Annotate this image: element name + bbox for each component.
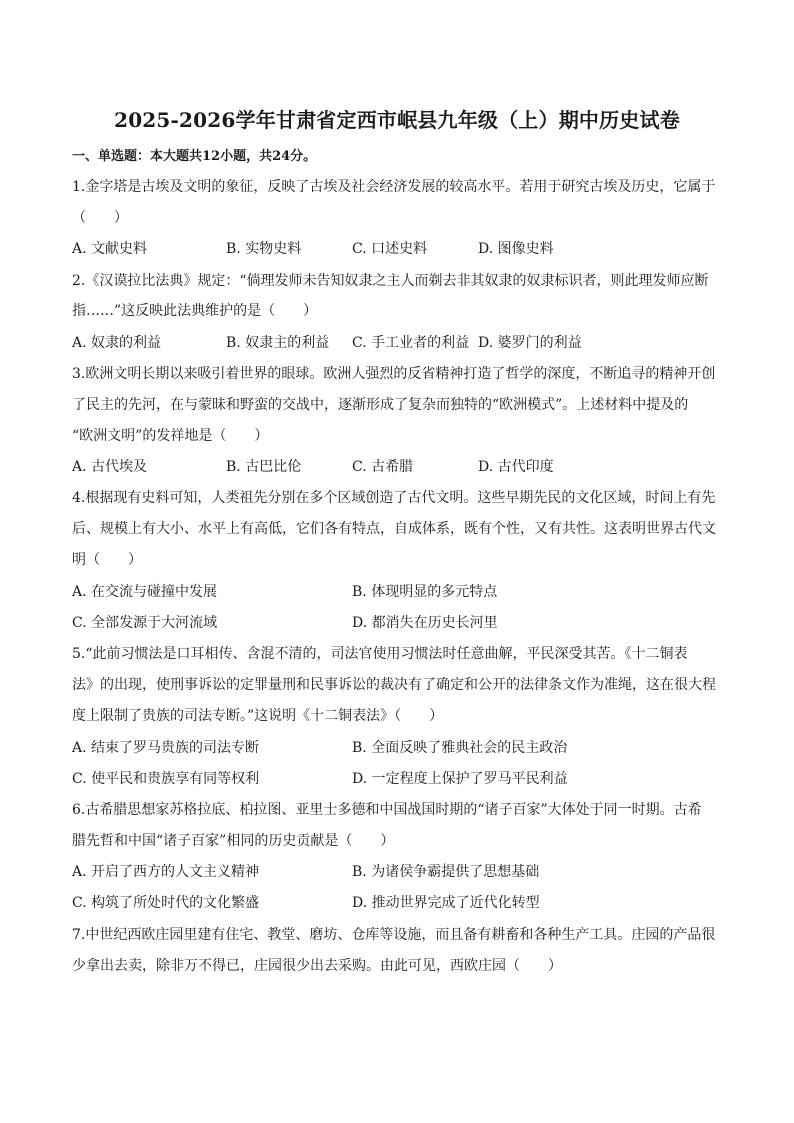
question-3-option-d: D. 古代印度 — [478, 459, 554, 475]
question-1-line-2: （ ） — [72, 210, 128, 226]
question-2-option-a: A. 奴隶的利益 — [72, 335, 162, 351]
question-3-option-c: C. 古希腊 — [352, 459, 414, 475]
question-6-option-d: D. 推动世界完成了近代化转型 — [352, 895, 540, 911]
question-2-option-c: C. 手工业者的利益 — [352, 335, 470, 351]
question-4-line-2: 后、规模上有大小、水平上有高低，它们各有特点，自成体系，既有个性，又有共性。这表明世界古代文 — [72, 521, 716, 537]
question-4-option-c: C. 全部发源于大河流域 — [72, 615, 218, 631]
question-2-option-b: B. 奴隶主的利益 — [226, 335, 330, 351]
question-6-line-2: 腊先哲和中国“诸子百家”相同的历史贡献是（ ） — [72, 833, 395, 849]
question-6-option-b: B. 为诸侯争霸提供了思想基础 — [352, 864, 540, 880]
question-7-line-2: 少拿出去卖，除非万不得已，庄园很少出去采购。由此可见，西欧庄园（ ） — [72, 958, 562, 974]
question-4-option-a: A. 在交流与碰撞中发展 — [72, 584, 218, 600]
question-3-option-a: A. 古代埃及 — [72, 459, 148, 475]
question-5-line-3: 度上限制了贵族的司法专断。”这说明《十二铜表法》（ ） — [72, 708, 444, 724]
question-4-option-b: B. 体现明显的多元特点 — [352, 584, 498, 600]
question-6-line-1: 6.古希腊思想家苏格拉底、柏拉图、亚里士多德和中国战国时期的“诸子百家”大体处于同一时期。古希 — [72, 802, 702, 818]
question-3-option-b: B. 古巴比伦 — [226, 459, 302, 475]
question-5-option-d: D. 一定程度上保护了罗马平民利益 — [352, 771, 568, 787]
question-5-line-2: 法》的出现，使刑事诉讼的定罪量刑和民事诉讼的裁决有了确定和公开的法律条文作为准绳，这在很大程 — [72, 677, 716, 693]
question-2-option-d: D. 婆罗门的利益 — [478, 335, 582, 351]
question-7-line-1: 7.中世纪西欧庄园里建有住宅、教堂、磨坊、仓库等设施，而且备有耕畜和各种生产工具。庄园的产品很 — [72, 927, 716, 943]
question-5-option-b: B. 全面反映了雅典社会的民主政治 — [352, 740, 568, 756]
question-5-line-1: 5.“此前习惯法是口耳相传、含混不清的，司法官使用习惯法时任意曲解，平民深受其苦。《十二铜表 — [72, 646, 688, 662]
question-5-option-c: C. 使平民和贵族享有同等权利 — [72, 771, 260, 787]
question-4-option-d: D. 都消失在历史长河里 — [352, 615, 498, 631]
question-1-option-c: C. 口述史料 — [352, 241, 428, 257]
question-1-option-b: B. 实物史料 — [226, 241, 302, 257]
exam-title: 2025-2026学年甘肃省定西市岷县九年级（上）期中历史试卷 — [114, 108, 680, 132]
question-2-line-1: 2.《汉谟拉比法典》规定：“倘理发师未告知奴隶之主人而剃去非其奴隶的奴隶标识者，则此理发师应断 — [72, 273, 709, 289]
question-4-line-3: 明（ ） — [72, 552, 142, 568]
section-heading: 一、单选题：本大题共12小题，共24分。 — [72, 149, 317, 164]
question-1-line-1: 1.金字塔是古埃及文明的象征，反映了古埃及社会经济发展的较高水平。若用于研究古埃及历史，它属于 — [72, 179, 716, 195]
question-2-line-2: 指……”这反映此法典维护的是（ ） — [72, 303, 318, 319]
question-3-line-1: 3.欧洲文明长期以来吸引着世界的眼球。欧洲人强烈的反省精神打造了哲学的深度，不断追寻的精神开创 — [72, 366, 716, 382]
question-3-line-3: “欧洲文明”的发祥地是（ ） — [72, 428, 269, 444]
question-1-option-a: A. 文献史料 — [72, 241, 148, 257]
question-5-option-a: A. 结束了罗马贵族的司法专断 — [72, 740, 260, 756]
question-3-line-2: 了民主的先河，在与蒙昧和野蛮的交战中，逐渐形成了复杂而独特的“欧洲模式”。上述材料中提及的 — [72, 397, 689, 413]
question-6-option-c: C. 构筑了所处时代的文化繁盛 — [72, 895, 260, 911]
question-6-option-a: A. 开启了西方的人文主义精神 — [72, 864, 260, 880]
question-4-line-1: 4.根据现有史料可知，人类祖先分别在多个区域创造了古代文明。这些早期先民的文化区域，时间上有先 — [72, 490, 716, 506]
question-1-option-d: D. 图像史料 — [478, 241, 554, 257]
